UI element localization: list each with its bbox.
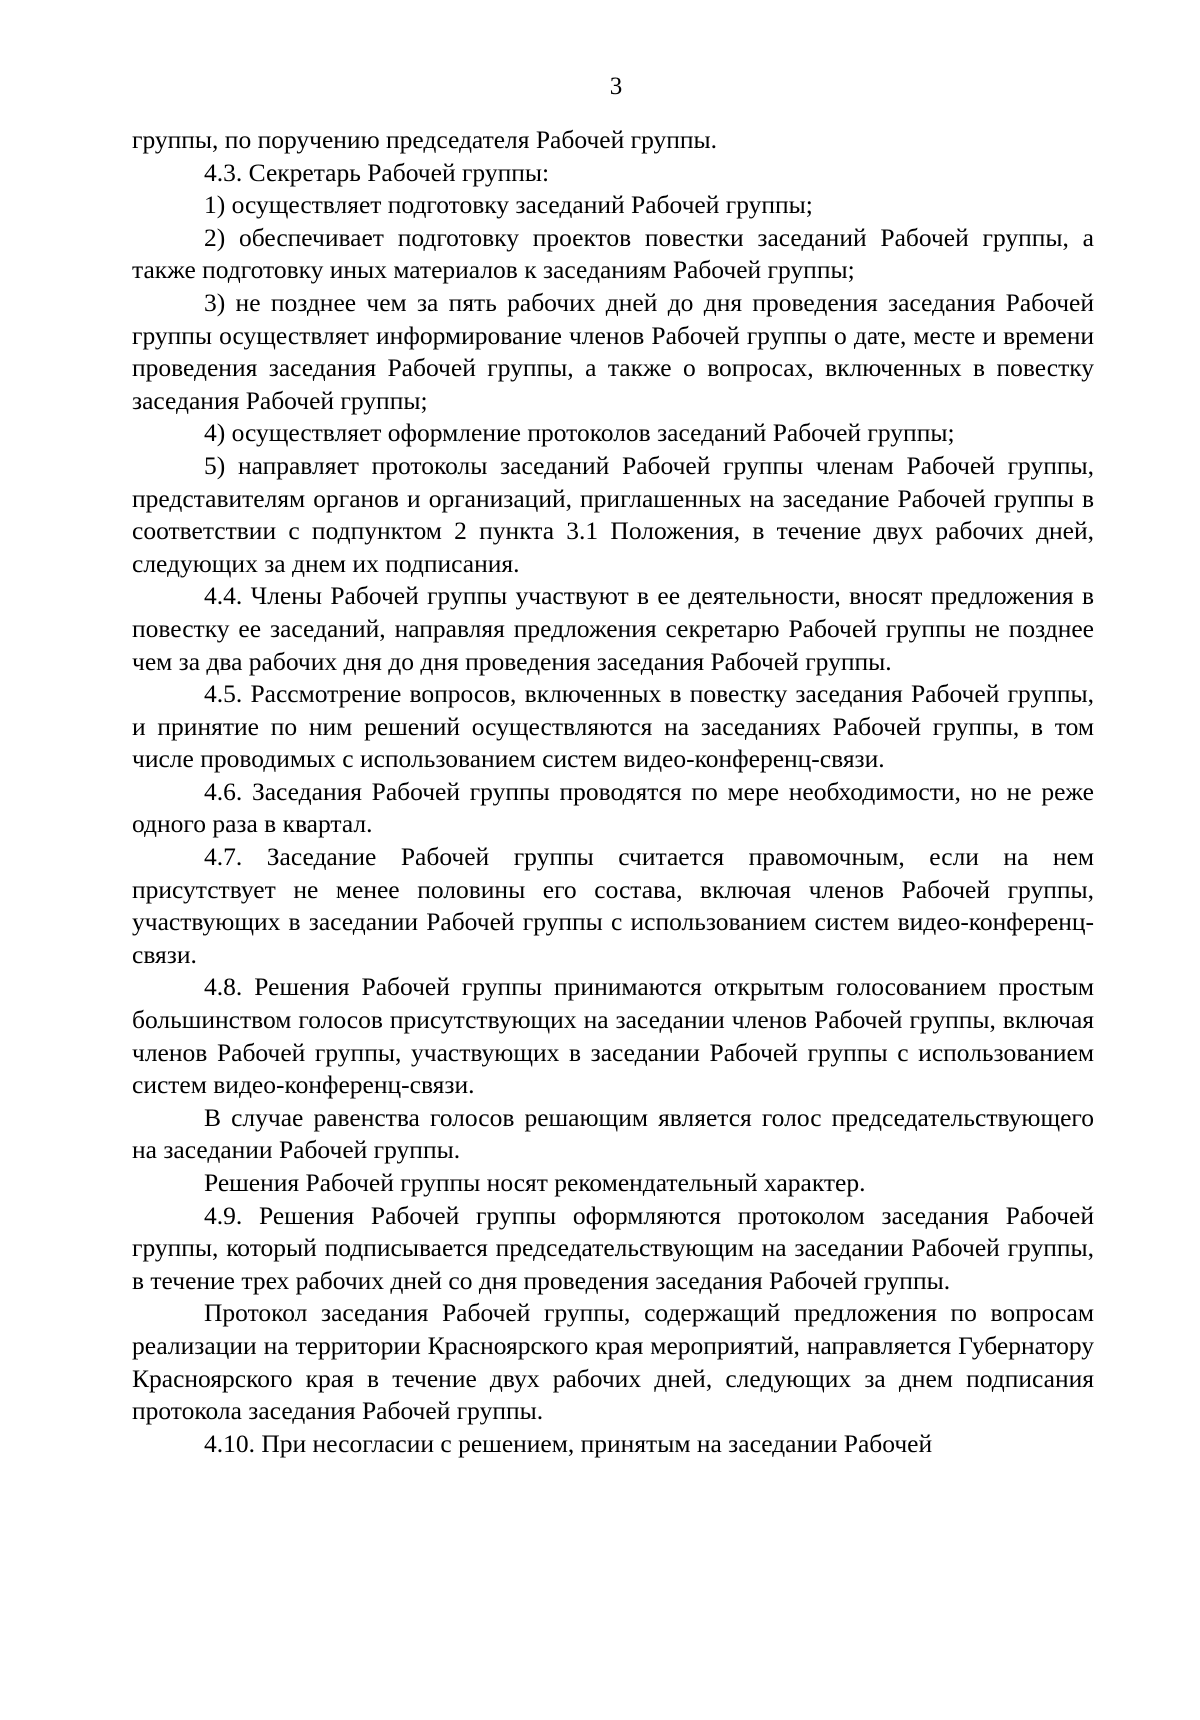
page-number: 3 <box>609 73 623 100</box>
paragraph-4-8-advisory: Решения Рабочей группы носят рекомендательный характер. <box>204 1168 866 1197</box>
paragraph-4-3-item-1: 1) осуществляет подготовку заседаний Рабочей группы; <box>204 190 813 220</box>
paragraph-4-8: 4.8. Решения Рабочей группы принимаются открытым голосованием простым большинством голосов присутствующих на заседании членов Рабочей группы, включая членов Рабочей группы, участвующих в заседании Рабочей группы с использованием систем видео-конференц-связи. <box>132 972 1094 1100</box>
paragraph-4-9-protocol: Протокол заседания Рабочей группы, содержащий предложения по вопросам реализации на территории Красноярского края мероприятий, направляется Губернатору Красноярского края в течение двух рабочих дней, следующих за днем подписания протокола заседания Рабочей группы. <box>132 1298 1094 1426</box>
paragraph-4-3-item-5: 5) направляет протоколы заседаний Рабочей группы членам Рабочей группы, представителям органов и организаций, приглашенных на заседание Рабочей группы в соответствии с подпунктом 2 пункта 3.1 Положения, в течение двух рабочих дней, следующих за днем их подписания. <box>132 450 1094 578</box>
paragraph-4-7: 4.7. Заседание Рабочей группы считается правомочным, если на нем присутствует не менее половины его состава, включая членов Рабочей группы, участвующих в заседании Рабочей группы с использованием систем видео-конференц-связи. <box>132 842 1094 969</box>
paragraph-4-8-tie-vote: В случае равенства голосов решающим является голос председательствующего на заседании Рабочей группы. <box>132 1102 1094 1165</box>
paragraph-4-3-item-4: 4) осуществляет оформление протоколов заседаний Рабочей группы; <box>204 418 955 448</box>
paragraph-4-10: 4.10. При несогласии с решением, принятым на заседании Рабочей <box>204 1428 933 1458</box>
document-body <box>132 124 1094 1460</box>
paragraph-4-3-item-2: 2) обеспечивает подготовку проектов повестки заседаний Рабочей группы, а также подготовку иных материалов к заседаниям Рабочей группы; <box>132 222 1094 285</box>
paragraph-4-3-item-3: 3) не позднее чем за пять рабочих дней до дня проведения заседания Рабочей группы осуществляет информирование членов Рабочей группы о дате, месте и времени проведения заседания Рабочей группы, а также о вопросах, включенных в повестку заседания Рабочей группы; <box>132 287 1094 415</box>
paragraph-4-4: 4.4. Члены Рабочей группы участвуют в ее деятельности, вносят предложения в повестку ее заседаний, направляя предложения секретарю Рабочей группы не позднее чем за два рабочих дня до дня проведения заседания Рабочей группы. <box>132 581 1094 676</box>
paragraph-4-3-heading: 4.3. Секретарь Рабочей группы: <box>204 157 550 187</box>
paragraph-4-5: 4.5. Рассмотрение вопросов, включенных в повестку заседания Рабочей группы, и принятие по ним решений осуществляются на заседаниях Рабочей группы, в том числе проводимых с использованием систем видео-конференц-связи. <box>132 679 1094 774</box>
paragraph-4-9: 4.9. Решения Рабочей группы оформляются протоколом заседания Рабочей группы, который подписывается председательствующим на заседании Рабочей группы, в течение трех рабочих дней со дня проведения заседания Рабочей группы. <box>132 1200 1094 1295</box>
paragraph-4-6: 4.6. Заседания Рабочей группы проводятся по мере необходимости, но не реже одного раза в квартал. <box>132 776 1094 839</box>
paragraph-continuation: группы, по поручению председателя Рабочей группы. <box>132 125 718 154</box>
